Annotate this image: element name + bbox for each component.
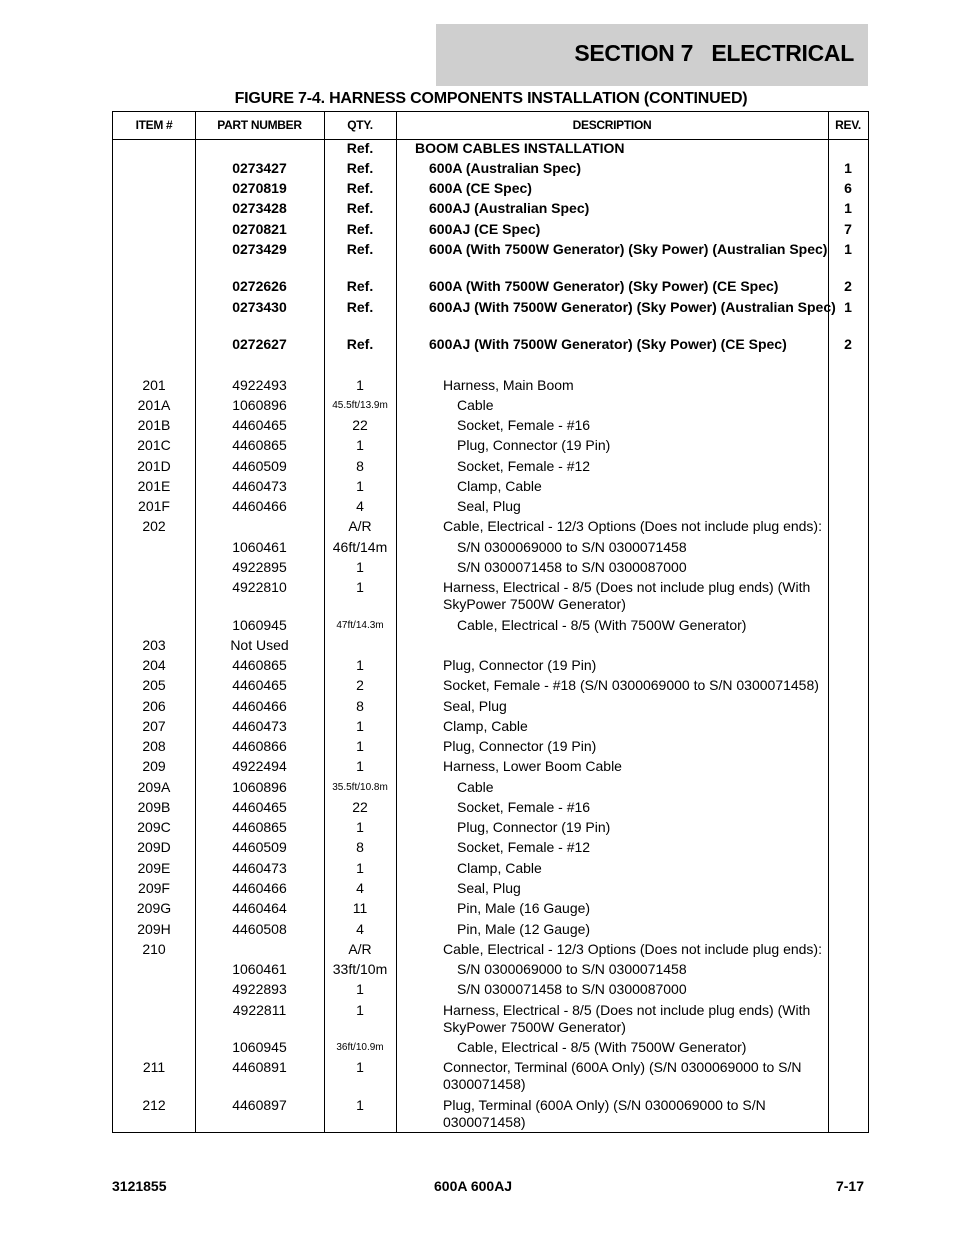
qty-cell: Ref. — [346, 241, 374, 257]
qty-cell: 11 — [352, 900, 368, 916]
item-number-cell: 209 — [142, 758, 166, 774]
qty-cell: 8 — [356, 839, 364, 855]
description-cell: Harness, Lower Boom Cable — [443, 758, 622, 774]
qty-cell: 47ft/14.3m — [336, 620, 384, 631]
item-number-cell: 209B — [137, 799, 171, 815]
qty-cell: Ref. — [346, 160, 374, 176]
qty-cell: 36ft/10.9m — [336, 1042, 384, 1053]
part-number-cell: 1060461 — [232, 961, 287, 977]
description-cell: Seal, Plug — [443, 698, 507, 714]
item-number-cell: 202 — [142, 518, 166, 534]
column-divider — [396, 112, 397, 1132]
item-number-cell: 206 — [142, 698, 166, 714]
qty-cell: Ref. — [346, 221, 374, 237]
description-cell: Socket, Female - #12 — [457, 458, 591, 474]
qty-cell: 22 — [352, 417, 368, 433]
qty-cell: 4 — [356, 880, 364, 896]
part-number-cell: 0270819 — [232, 180, 287, 196]
part-number-cell: 1060896 — [232, 779, 287, 795]
qty-cell: 2 — [356, 677, 364, 693]
item-number-cell: 205 — [142, 677, 166, 693]
description-cell: Socket, Female - #18 (S/N 0300069000 to S/N 0300071458) — [443, 677, 819, 693]
description-cell: Pin, Male (16 Gauge) — [457, 900, 591, 916]
description-cell: Cable — [457, 397, 494, 413]
qty-cell: 46ft/14m — [332, 539, 388, 555]
description-cell: Cable, Electrical - 12/3 Options (Does not include plug ends): — [443, 518, 822, 534]
item-number-cell: 203 — [142, 637, 166, 653]
footer-doc-number: 3121855 — [112, 1178, 167, 1194]
part-number-cell: 1060945 — [232, 1039, 287, 1055]
description-cell: Pin, Male (12 Gauge) — [457, 921, 591, 937]
description-cell: Plug, Connector (19 Pin) — [443, 738, 597, 754]
item-number-cell: 201A — [137, 397, 171, 413]
description-cell: Socket, Female - #16 — [457, 417, 591, 433]
item-number-cell: 201E — [137, 478, 171, 494]
part-number-cell: 4460866 — [232, 738, 287, 754]
part-number-cell: 4922893 — [232, 981, 287, 997]
qty-cell: 4 — [356, 921, 364, 937]
description-cell: Cable, Electrical - 12/3 Options (Does not include plug ends): — [443, 941, 822, 957]
rev-cell: 2 — [844, 336, 852, 352]
header-item: ITEM # — [135, 118, 173, 132]
description-cell: Cable, Electrical - 8/5 (With 7500W Generator) — [457, 1039, 747, 1055]
item-number-cell: 209H — [137, 921, 171, 937]
description-cell: Connector, Terminal (600A Only) (S/N 0300069000 to S/N 0300071458) — [443, 1059, 802, 1092]
part-number-cell: 4460464 — [232, 900, 287, 916]
rev-cell: 1 — [844, 241, 852, 257]
part-number-cell: 4460508 — [232, 921, 287, 937]
item-number-cell: 211 — [142, 1059, 166, 1075]
part-number-cell: 4922895 — [232, 559, 287, 575]
description-cell: S/N 0300069000 to S/N 0300071458 — [457, 539, 687, 555]
description-cell: 600A (CE Spec) — [429, 180, 532, 196]
part-number-cell: 4460465 — [232, 417, 287, 433]
description-cell: S/N 0300071458 to S/N 0300087000 — [457, 559, 687, 575]
description-cell: Seal, Plug — [457, 880, 521, 896]
section-title: SECTION 7 ELECTRICAL — [574, 40, 854, 66]
part-number-cell: 4460865 — [232, 819, 287, 835]
part-number-cell: 1060945 — [232, 617, 287, 633]
qty-cell: 1 — [356, 657, 364, 673]
part-number-cell: 4922810 — [232, 579, 287, 595]
item-number-cell: 209C — [137, 819, 171, 835]
part-number-cell: 0273428 — [232, 200, 287, 216]
figure-title: FIGURE 7-4. HARNESS COMPONENTS INSTALLATION (CONTINUED) — [234, 90, 748, 107]
description-cell: S/N 0300069000 to S/N 0300071458 — [457, 961, 687, 977]
description-cell: Harness, Electrical - 8/5 (Does not include plug ends) (With SkyPower 7500W Generator) — [443, 1002, 811, 1035]
description-cell: Plug, Connector (19 Pin) — [443, 657, 597, 673]
part-number-cell: 4922494 — [232, 758, 287, 774]
description-cell: Harness, Electrical - 8/5 (Does not include plug ends) (With SkyPower 7500W Generator) — [443, 579, 811, 612]
qty-cell: 8 — [356, 698, 364, 714]
rev-cell: 2 — [844, 278, 852, 294]
item-number-cell: 212 — [142, 1097, 166, 1113]
qty-cell: 1 — [356, 738, 364, 754]
part-number-cell: 4460466 — [232, 698, 287, 714]
rev-cell: 6 — [844, 180, 852, 196]
item-number-cell: 210 — [142, 941, 166, 957]
footer-page-number: 7-17 — [835, 1178, 864, 1194]
part-number-cell: 0273427 — [232, 160, 287, 176]
qty-cell: 45.5ft/13.9m — [332, 400, 388, 411]
qty-cell: 1 — [356, 1097, 364, 1113]
part-number-cell: 4460509 — [232, 458, 287, 474]
part-number-cell: 1060461 — [232, 539, 287, 555]
description-cell: 600AJ (With 7500W Generator) (Sky Power) (CE Spec) — [429, 336, 787, 352]
description-cell: Seal, Plug — [457, 498, 521, 514]
qty-cell: 4 — [356, 498, 364, 514]
footer-model: 600A 600AJ — [434, 1178, 513, 1194]
item-number-cell: 201 — [142, 377, 166, 393]
qty-cell: Ref. — [346, 140, 374, 156]
qty-cell: 1 — [356, 478, 364, 494]
description-cell: Clamp, Cable — [443, 718, 528, 734]
qty-cell: 1 — [356, 437, 364, 453]
part-number-cell: 4922811 — [232, 1002, 287, 1018]
description-cell: Plug, Connector (19 Pin) — [457, 819, 611, 835]
qty-cell: 1 — [356, 1002, 364, 1018]
item-number-cell: 201F — [138, 498, 170, 514]
part-number-cell: 4460865 — [232, 657, 287, 673]
header-description: DESCRIPTION — [572, 118, 652, 132]
item-number-cell: 201B — [137, 417, 171, 433]
qty-cell: 1 — [356, 819, 364, 835]
part-number-cell: 4460473 — [232, 718, 287, 734]
description-cell: 600AJ (Australian Spec) — [429, 200, 590, 216]
rev-cell: 7 — [844, 221, 852, 237]
part-number-cell: 4460473 — [232, 478, 287, 494]
qty-cell: 35.5ft/10.8m — [332, 782, 388, 793]
part-number-cell: 4460891 — [232, 1059, 287, 1075]
part-number-cell: 4922493 — [232, 377, 287, 393]
description-cell: 600A (With 7500W Generator) (Sky Power) (CE Spec) — [429, 278, 779, 294]
item-number-cell: 201C — [137, 437, 171, 453]
qty-cell: Ref. — [346, 336, 374, 352]
item-number-cell: 204 — [142, 657, 166, 673]
item-number-cell: 207 — [142, 718, 166, 734]
description-cell: 600A (With 7500W Generator) (Sky Power) (Australian Spec) — [429, 241, 828, 257]
part-number-cell: 4460466 — [232, 498, 287, 514]
item-number-cell: 209E — [137, 860, 171, 876]
item-number-cell: 201D — [137, 458, 171, 474]
item-number-cell: 209F — [138, 880, 170, 896]
description-cell: Cable, Electrical - 8/5 (With 7500W Generator) — [457, 617, 747, 633]
part-number-cell: 0273429 — [232, 241, 287, 257]
qty-cell: Ref. — [346, 200, 374, 216]
qty-cell: 1 — [356, 860, 364, 876]
qty-cell: 1 — [356, 1059, 364, 1075]
description-cell: Plug, Connector (19 Pin) — [457, 437, 611, 453]
part-number-cell: 0272626 — [232, 278, 287, 294]
qty-cell: A/R — [348, 941, 372, 957]
description-cell: Socket, Female - #12 — [457, 839, 591, 855]
item-number-cell: 209D — [137, 839, 171, 855]
part-number-cell: 4460865 — [232, 437, 287, 453]
qty-cell: 1 — [356, 758, 364, 774]
part-number-cell: 0272627 — [232, 336, 287, 352]
header-qty: QTY. — [347, 118, 373, 132]
qty-cell: Ref. — [346, 180, 374, 196]
description-cell: Socket, Female - #16 — [457, 799, 591, 815]
description-cell: 600A (Australian Spec) — [429, 160, 581, 176]
part-number-cell: 4460509 — [232, 839, 287, 855]
part-number-cell: 4460465 — [232, 677, 287, 693]
rev-cell: 1 — [844, 200, 852, 216]
section-header-band — [436, 24, 868, 86]
description-cell: Harness, Main Boom — [443, 377, 574, 393]
qty-cell: 33ft/10m — [332, 961, 388, 977]
part-number-cell: 1060896 — [232, 397, 287, 413]
part-number-cell: Not Used — [230, 637, 289, 653]
rev-cell: 1 — [844, 160, 852, 176]
header-rev: REV. — [835, 118, 861, 132]
qty-cell: 1 — [356, 718, 364, 734]
qty-cell: 22 — [352, 799, 368, 815]
rev-cell: 1 — [844, 299, 852, 315]
qty-cell: Ref. — [346, 299, 374, 315]
description-cell: 600AJ (With 7500W Generator) (Sky Power) (Australian Spec) — [429, 299, 836, 315]
qty-cell: 1 — [356, 981, 364, 997]
description-cell: Plug, Terminal (600A Only) (S/N 0300069000 to S/N 0300071458) — [443, 1097, 766, 1130]
part-number-cell: 0270821 — [232, 221, 287, 237]
description-cell: S/N 0300071458 to S/N 0300087000 — [457, 981, 687, 997]
qty-cell: 1 — [356, 377, 364, 393]
header-part-number: PART NUMBER — [217, 118, 302, 132]
item-number-cell: 209A — [137, 779, 171, 795]
qty-cell: Ref. — [346, 278, 374, 294]
description-cell: Clamp, Cable — [457, 860, 542, 876]
description-cell: Cable — [457, 779, 494, 795]
part-number-cell: 4460465 — [232, 799, 287, 815]
qty-cell: 1 — [356, 579, 364, 595]
description-cell: BOOM CABLES INSTALLATION — [415, 140, 625, 156]
qty-cell: 1 — [356, 559, 364, 575]
qty-cell: A/R — [348, 518, 372, 534]
qty-cell: 8 — [356, 458, 364, 474]
description-cell: 600AJ (CE Spec) — [429, 221, 541, 237]
parts-table — [112, 111, 869, 1133]
part-number-cell: 4460466 — [232, 880, 287, 896]
item-number-cell: 209G — [136, 900, 172, 916]
part-number-cell: 4460473 — [232, 860, 287, 876]
description-cell: Clamp, Cable — [457, 478, 542, 494]
part-number-cell: 4460897 — [232, 1097, 287, 1113]
item-number-cell: 208 — [142, 738, 166, 754]
part-number-cell: 0273430 — [232, 299, 287, 315]
